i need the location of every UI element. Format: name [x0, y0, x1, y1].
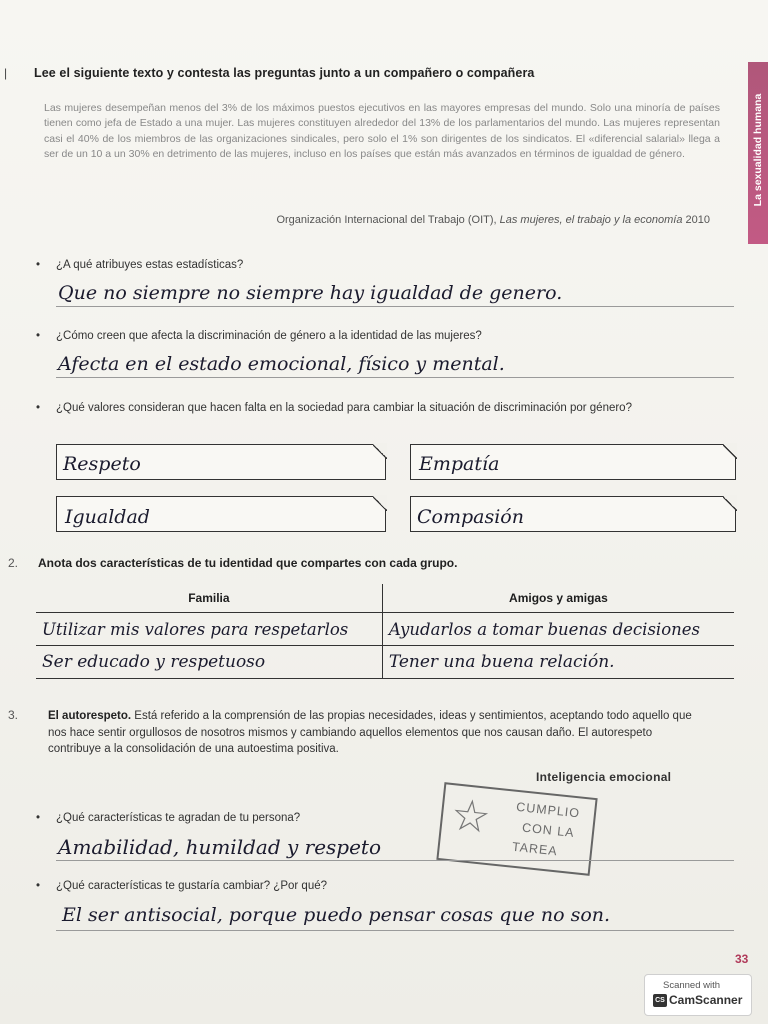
citation-source: Organización Internacional del Trabajo (OIT), [276, 214, 497, 226]
question-text: ¿Cómo creen que afecta la discriminación de género a la identidad de las mujeres? [56, 330, 482, 342]
answer-line [56, 306, 734, 307]
answer-statistics[interactable]: Que no siempre no siempre hay igualdad de genero. [58, 282, 563, 304]
section-marker: | [4, 66, 8, 80]
value-respeto: Respeto [63, 453, 141, 475]
value-box[interactable] [410, 444, 736, 480]
chapter-tab-label: La sexualidad humana [752, 93, 764, 207]
stamp-line-1: CUMPLIO [515, 799, 581, 821]
autorespeto-definition [48, 708, 698, 758]
camscanner-logo-icon: CS [653, 994, 667, 1007]
table-row [36, 646, 734, 679]
friends-trait[interactable]: Ayudarlos a tomar buenas decisiones [382, 613, 734, 646]
definition-source: Inteligencia emocional [536, 770, 672, 784]
question-discrimination: • ¿Cómo creen que afecta la discriminación de género a la identidad de las mujeres? [36, 330, 482, 342]
value-empatia: Empatía [419, 453, 500, 475]
question-text: ¿Qué características te gustaría cambiar? ¿Por qué? [56, 880, 328, 892]
column-header-family: Familia [36, 584, 382, 613]
family-trait[interactable]: Utilizar mis valores para respetarlos [36, 613, 382, 646]
table-row [36, 613, 734, 646]
column-header-friends: Amigos y amigas [382, 584, 734, 613]
scanner-caption: Scanned with [663, 980, 721, 991]
answer-likes[interactable]: Amabilidad, humildad y respeto [58, 835, 382, 859]
identity-table [36, 584, 734, 679]
star-face-icon: ☆ [448, 790, 493, 844]
question-text: ¿Qué características te agradan de tu persona? [56, 812, 301, 824]
value-box[interactable] [56, 496, 386, 532]
answer-change[interactable]: El ser antisocial, porque puedo pensar cosas que no son. [62, 904, 611, 926]
question-text: ¿A qué atribuyes estas estadísticas? [56, 259, 244, 271]
citation-year: 2010 [685, 214, 710, 226]
section-2-number: 2. [8, 556, 19, 570]
chapter-tab [748, 62, 768, 244]
friends-trait[interactable]: Tener una buena relación. [382, 646, 734, 679]
section-2-question: Anota dos características de tu identidad que compartes con cada grupo. [38, 556, 458, 570]
completed-task-stamp [436, 782, 597, 876]
value-compasion: Compasión [417, 506, 524, 528]
question-likes: • ¿Qué características te agradan de tu persona? [36, 812, 301, 824]
answer-discrimination[interactable]: Afecta en el estado emocional, físico y mental. [58, 353, 505, 375]
section-3-number: 3. [8, 708, 19, 722]
scanner-watermark [644, 974, 752, 1016]
stamp-line-3: TAREA [511, 839, 559, 859]
reading-passage: Las mujeres desempeñan menos del 3% de los máximos puestos ejecutivos en las mayores empresas del mundo. Solo una minoría de países tienen como jefa de Estado a una mujer. Las mujeres constituyen alrededor del 13% de los parlamentarios del mundo. Las mujeres representan casi el 40% de los miembros de las organizaciones sindicales, pero solo el 1% son dirigentes de los sindicatos. El «diferencial salarial» llega a ser de un 10 a un 30% en detrimento de las mujeres, incluso en los países que están más avanzados en términos de igualdad de género. [44, 102, 720, 161]
question-text: ¿Qué valores consideran que hacen falta en la sociedad para cambiar la situación de discriminación por género? [56, 402, 632, 414]
instruction-heading: Lee el siguiente texto y contesta las preguntas junto a un compañero o compañera [34, 66, 535, 80]
question-values: • ¿Qué valores consideran que hacen falta en la sociedad para cambiar la situación de discriminación por género? [36, 402, 632, 414]
answer-line [56, 860, 734, 861]
citation-title: Las mujeres, el trabajo y la economía [499, 214, 683, 226]
question-statistics: • ¿A qué atribuyes estas estadísticas? [36, 259, 244, 271]
question-change: • ¿Qué características te gustaría cambiar? ¿Por qué? [36, 880, 328, 892]
family-trait[interactable]: Ser educado y respetuoso [36, 646, 382, 679]
scanner-brand: CamScanner [669, 993, 743, 1007]
term-autorespeto: El autorespeto. [48, 710, 132, 722]
value-box[interactable] [410, 496, 736, 532]
definition-text: Está referido a la comprensión de las propias necesidades, ideas y sentimientos, aceptando todo aquello que nos hace sentir orgullosos de nosotros mismos y cambiando aquellos elementos que nos causan daño. El autorespeto contribuye a la consolidación de una autoestima positiva. [48, 710, 692, 755]
passage-citation [150, 214, 710, 226]
value-box[interactable] [56, 444, 386, 480]
stamp-line-2: CON LA [521, 820, 576, 840]
answer-line [56, 930, 734, 931]
answer-line [56, 377, 734, 378]
value-igualdad: Igualdad [65, 506, 150, 528]
page-number: 33 [735, 952, 749, 966]
